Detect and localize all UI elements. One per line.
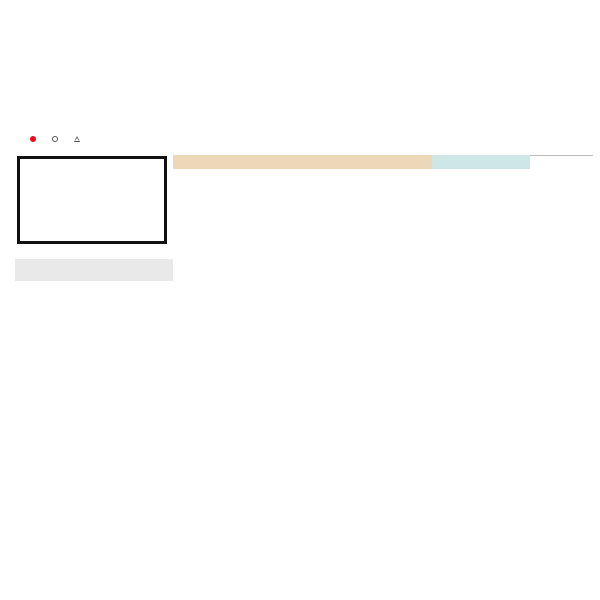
legend-good bbox=[52, 136, 60, 142]
header-weight bbox=[110, 259, 173, 281]
best-dot-icon bbox=[30, 136, 36, 142]
header-model bbox=[46, 259, 110, 281]
legend bbox=[16, 136, 82, 142]
good-circle-icon bbox=[52, 136, 58, 142]
legend-ok bbox=[74, 136, 82, 142]
header-category bbox=[15, 259, 46, 281]
table-header-left bbox=[15, 259, 173, 281]
group-worm-jig bbox=[173, 155, 432, 169]
brand-logo-box bbox=[17, 156, 167, 244]
legend-best bbox=[30, 136, 38, 142]
ok-triangle-icon bbox=[74, 136, 80, 142]
group-hard-plug bbox=[432, 155, 530, 169]
